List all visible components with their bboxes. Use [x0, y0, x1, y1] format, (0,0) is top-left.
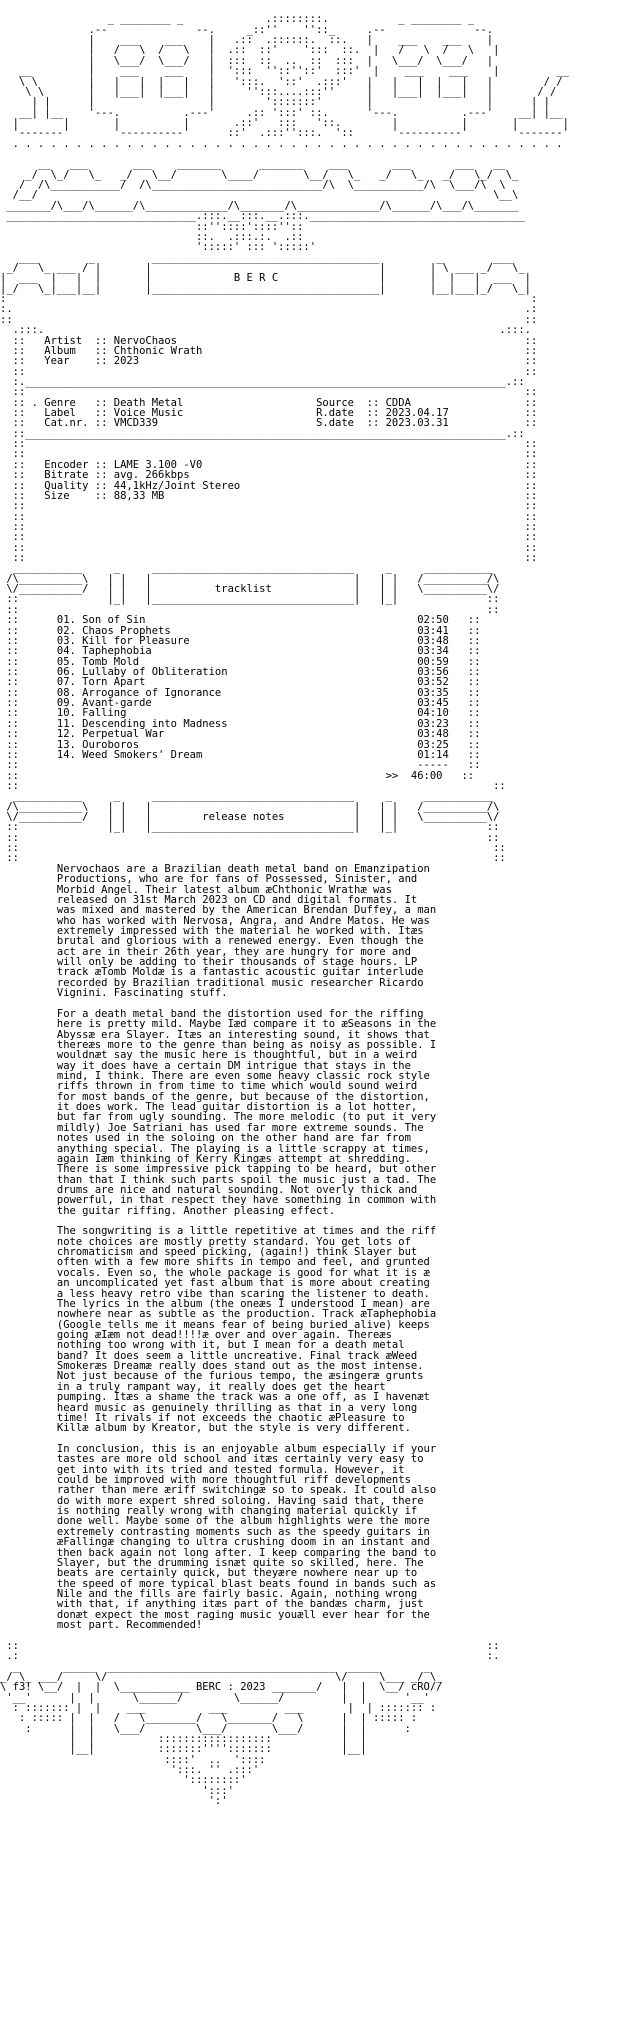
release-notes-text: donæt expect the most raging music youæll ever hear for the — [0, 1608, 430, 1621]
header-art-line: : : — [0, 293, 538, 306]
header-art-line: ':::::' ::: ':::::' — [0, 241, 317, 254]
tracklist-header-line: /\__________\ | | | | | | /__________/\ — [0, 572, 500, 585]
release-notes-text: vocals. Even so, the whole package is good for what it is æ — [0, 1266, 430, 1279]
release-notes-text: wouldnæt say the music here is thoughtful, but in a weird — [0, 1049, 418, 1062]
track-row: :: 09. Avant-garde 03:45 :: — [0, 697, 481, 710]
release-notes-text: will only be adding to their thousands of stage hours. LP — [0, 956, 418, 969]
nfo-line: :: :: — [0, 842, 506, 855]
release-info-line: :.____________________________________________________________________________.:: — [0, 375, 525, 388]
release-notes-text: There is some impressive pick tapping to be heard, but other — [0, 1163, 437, 1176]
release-notes-text: the speed of more typical blast beats found in bands such as — [0, 1577, 437, 1590]
track-row: :: 13. Ouroboros 03:25 :: — [0, 738, 481, 751]
release-info-line: :: Bitrate :: avg. 266kbps :: — [0, 469, 538, 482]
track-row: :: 10. Falling 04:10 :: — [0, 707, 481, 720]
tracklist-header-line: :: :: — [0, 603, 500, 616]
release-notes-header-line: \/__________/ | | | release notes | | | \__________\/ — [0, 811, 500, 824]
release-notes-text: recorded by Brazilian traditional music researcher Ricardo — [0, 976, 424, 989]
release-notes-text: heard music as genuinely thrilling as that in a very long — [0, 1401, 418, 1414]
release-notes-text: Slayer, but the drumming isnæt quite so skilled, here. The — [0, 1556, 424, 1569]
header-art-line: / /\___________/ /\___________________________/\ \___________/\ \___/\ \ — [0, 179, 506, 192]
release-notes-text: Productions, who are for fans of Possessed, Sinister, and — [0, 873, 418, 886]
release-notes-text: is nothing really wrong with changing material quickly if — [0, 1505, 418, 1518]
release-info-line: :: :: — [0, 365, 538, 378]
release-info-line: :: Encoder :: LAME 3.100 -V0 :: — [0, 458, 538, 471]
release-notes-text: the guitar riffing. Another pleasing effect. — [0, 1204, 336, 1217]
footer-art-line: : | | \___/ \___/ \___/ | | : — [0, 1722, 411, 1735]
release-info-line: :: :: — [0, 541, 538, 554]
release-notes-text: powerful, in that respect they have something in common with — [0, 1194, 437, 1207]
release-info-line: :: :: — [0, 510, 538, 523]
tracklist-total: :: >> 46:00 :: — [0, 769, 475, 782]
header-art-line: | | | | .::' ::: '::. | | | | — [0, 116, 569, 129]
release-notes-text: way it does have a certain DM intrigue that stays in the — [0, 1059, 411, 1072]
footer-art-line: | | :::::::::::::::::: | | — [0, 1733, 367, 1746]
release-info-line: :: Year :: 2023 :: — [0, 355, 538, 368]
release-notes-text: than that I think such parts spoil the music just a tad. The — [0, 1173, 437, 1186]
nfo-document — [0, 4, 640, 1807]
track-row: :: 06. Lullaby of Obliteration 03:56 :: — [0, 666, 481, 678]
release-notes-text: do with more expert shred soloing. Having said that, there — [0, 1494, 424, 1507]
header-art-line: ::''::::'::::'':: — [0, 220, 304, 233]
release-info-line: :: :: — [0, 552, 538, 565]
release-notes-text: notes used in the soloing on the other hand are far from — [0, 1132, 411, 1145]
release-notes-text: Not just because of the furious tempo, the æsingeræ grunts — [0, 1370, 424, 1383]
release-info-line: :: Size :: 88,33 MB :: — [0, 489, 538, 502]
release-notes-text: done well. Maybe some of the album highlights were the more — [0, 1515, 430, 1528]
release-notes-text: nothing too wrong with it, but I mean for a death metal — [0, 1339, 405, 1352]
nfo-line: :: :: — [0, 779, 506, 792]
release-notes-text: The lyrics in the album (the oneæs I understood I mean) are — [0, 1297, 430, 1310]
header-art-line: _______/\___/\______/\_____________/\_______/\_____________/\______/\___/\_______ — [0, 199, 519, 212]
footer-art-line: .: :. — [0, 1650, 500, 1663]
footer-art-line: '::::::::' — [0, 1774, 247, 1787]
header-art-line: '-------' '----------' ::' .:::'':::. ':: '----------' '-------' — [0, 127, 569, 140]
release-notes-header-line: /\__________\ | | | | | | /__________/\ — [0, 800, 500, 813]
release-notes-text: could be improved with more thoughtful riff developments — [0, 1474, 411, 1487]
header-art-line: \ \ | |___| |___| | '':::....:::'' | |___| |___| | / / — [0, 85, 557, 98]
header-art-line: __ | ___ ___ | '::: ''::''::' :::' | ___ ___ | __ — [0, 65, 569, 78]
tracklist-header-line: ___________ _ ________________________________ _ ___________ — [0, 562, 494, 575]
track-row: :: 03. Kill for Pleasure 03:48 :: — [0, 634, 481, 647]
track-row: :: 11. Descending into Madness 03:23 :: — [0, 717, 481, 730]
release-info-line: .:::. .:::. — [0, 324, 532, 337]
release-notes-text: time! It rivals if not exceeds the chaotic æPleasure to — [0, 1411, 405, 1424]
release-notes-text: who has worked with Nervosa, Angra, and Andre Matos. He was — [0, 914, 430, 927]
release-notes-text: tastes are more old school and itæs certainly very easy to — [0, 1453, 424, 1466]
release-notes-text: The songwriting is a little repetitive at times and the riff — [0, 1225, 437, 1238]
release-notes-text: Abyssæ era Slayer. Itæs an interesting sound, it shows that — [0, 1028, 430, 1041]
release-notes-text: beats are certainly quick, but theyære nowhere near up to — [0, 1567, 418, 1580]
footer-art-line: |__| :::::::''''::::::: |__| — [0, 1743, 367, 1756]
release-notes-text: again Iæm thinking of Kerry Kingæs attempt at shredding. — [0, 1152, 411, 1165]
release-notes-text: anything special. The playing is a little scrappy at times, — [0, 1142, 430, 1155]
nfo-line: :: :: — [0, 852, 506, 865]
tracklist-header-line: \/__________/ | | | tracklist | | | \__________\/ — [0, 583, 500, 596]
track-row: :: 04. Taphephobia 03:34 :: — [0, 645, 481, 658]
release-notes-text: chromaticism and speed picking, (again!) think Slayer but — [0, 1246, 418, 1259]
release-info-line: :: :: — [0, 438, 538, 451]
footer-art-line: _ _____ ____________________________________ _____ _ — [0, 1660, 430, 1673]
release-notes-text: act are in their 26th year, they are hungry for more and — [0, 945, 411, 958]
footer-art-line: ':::. '' .:::' — [0, 1764, 260, 1777]
tracklist-header-line: :: |_| |________________________________| |_| :: — [0, 593, 500, 606]
header-art-line: . . . . . . . . . . . . . . . . . . . . . . . . . . . . . . . . . . . . . . . . . . . . — [0, 137, 563, 150]
footer-art-line: : ::::: | | / \________/ \_______/ \ | | ::::: : — [0, 1712, 418, 1725]
track-row: :: 05. Tomb Mold 00:59 :: — [0, 655, 481, 668]
footer-art-line: ':::' — [0, 1784, 234, 1797]
header-art-line: _ ________ _ .::::::::. _ ________ _ — [0, 13, 475, 26]
release-info-line: :: :: — [0, 386, 538, 399]
release-notes-text: most part. Recommended! — [0, 1619, 203, 1632]
release-notes-text: for most bands of the genre, but because of the distortion, — [0, 1090, 430, 1103]
header-art-line: | ___ ___ | .:: .::::::. ::. | ___ ___ | — [0, 34, 494, 47]
header-art-line: /__/ \__\ — [0, 189, 519, 202]
release-info-line: :: :: — [0, 448, 538, 461]
release-notes-text: Nile and the fills are fairly basic. Again, nothing wrong — [0, 1587, 418, 1600]
track-row: :: 01. Son of Sin 02:50 :: — [0, 614, 481, 627]
release-notes-text: band? It does seem a little uncreative. Final track æWeed — [0, 1349, 418, 1362]
release-notes-text: then back again not long after. I keep comparing the band to — [0, 1546, 437, 1559]
header-art-line: | | | | ':::::::' | | | | — [0, 96, 550, 109]
track-row: :: 14. Weed Smokers' Dream 01:14 :: — [0, 748, 481, 761]
release-notes-text: in a truly rampant way, it really does get the heart — [0, 1380, 386, 1393]
header-art-line: :. .: — [0, 303, 538, 316]
release-notes-text: (Google tells me it means fear of being buried alive) keeps — [0, 1318, 430, 1331]
release-notes-text: mildly) Joe Satriani has used far more extreme sounds. The — [0, 1121, 424, 1134]
release-notes-text: rather than mere æriff switchingæ so to speak. It could also — [0, 1484, 437, 1497]
release-notes-text: get into with its tried and tested formula. However, it — [0, 1463, 405, 1476]
footer-art-line: \ f3! \__/ | | \___________ BERC : 2023 _______/ | | \__/ cRO// — [0, 1681, 443, 1694]
footer-art-line: : ::::::: | | ___ ___ ___ | | ::::::: : — [0, 1701, 437, 1714]
track-row: :: 07. Torn Apart 03:52 :: — [0, 676, 481, 689]
footer-art-line: :: :: — [0, 1639, 500, 1652]
footer-art-line: '__' | | \______/ \______/ | | '__' — [0, 1691, 430, 1704]
release-notes-text: riffs thrown in from time to time which would sound weird — [0, 1080, 418, 1093]
track-row: :: 08. Arrogance of Ignorance 03:35 :: — [0, 686, 481, 699]
release-notes-text: æFallingæ changing to ultra crushing doom in an instant and — [0, 1536, 430, 1549]
release-notes-header-line: ___________ _ ________________________________ _ ___________ — [0, 790, 494, 803]
release-notes-text: going æIæm not dead!!!!æ over and over again. Thereæs — [0, 1329, 392, 1341]
release-notes-text: thereæs more to the genre than being as noisy as possible. I — [0, 1038, 437, 1051]
track-row: :: 12. Perpetual War 03:48 :: — [0, 728, 481, 741]
release-notes-text: For a death metal band the distortion used for the riffing — [0, 1007, 424, 1020]
release-notes-text: note choices are mostly pretty standard. You get lots of — [0, 1235, 411, 1248]
header-art-line: _/ \_ ___ / | | | | \ ___ _/ \_ — [0, 261, 525, 274]
release-info-line: :: Album :: Chthonic Wrath :: — [0, 344, 538, 357]
release-info-line: :: . Genre :: Death Metal Source :: CDDA :: — [0, 396, 538, 409]
release-notes-text: drums are nice and natural sounding. Not overly thick and — [0, 1183, 418, 1196]
tracklist-separator: :: ----- :: — [0, 759, 481, 772]
header-art-line: | ___ | | | | B E R C | | | | ___ | — [0, 272, 532, 285]
release-notes-text: brutal and glorious with a renewed energy. Even though the — [0, 935, 424, 948]
release-notes-text: extremely contrasting moments such as the speedy guitars in — [0, 1525, 430, 1538]
release-info-line: :: :: — [0, 531, 538, 544]
release-info-line: :: Quality :: 44,1kHz/Joint Stereo :: — [0, 479, 538, 492]
header-art-line: | / \ / \ | .:: ::' '::: ::. | / \ / \ | — [0, 44, 500, 57]
release-notes-text: was mixed and mastered by the American Brendan Duffey, a man — [0, 904, 437, 917]
header-art-line: __ ___ ___ _______ _______ ___ ___ ___ __ — [0, 158, 506, 171]
release-notes-text: nowhere near as subtle as the production. Track æTaphephobia — [0, 1308, 437, 1321]
release-notes-text: often with a few more shifts in tempo and feel, and grunted — [0, 1256, 430, 1269]
release-notes-text: an uncomplicated yet fast album that is more about creating — [0, 1277, 430, 1290]
release-notes-text: Killæ album by Kreator, but the style is very different. — [0, 1422, 411, 1435]
release-notes-text: but far from ugly sounding. The more melodic (to put it very — [0, 1111, 437, 1124]
release-notes-text: mind, I think. There are even some heavy classic rock style — [0, 1070, 430, 1083]
release-info-line: :: :: — [0, 500, 538, 513]
release-notes-text: a less heavy retro vibe than scaring the listener to death. — [0, 1287, 430, 1300]
release-notes-text: here is pretty mild. Maybe Iæd compare it to æSeasons in the — [0, 1018, 437, 1031]
header-art-line: _/ \_/ \_ _/ \__/ \____/ \__/ \_ _/ \_ _/ \_/ \_ — [0, 168, 519, 181]
header-art-line: | \___/ \___/ | ::: :: .. :: ::: | \___/ \___/ | — [0, 54, 494, 67]
release-notes-text: In conclusion, this is an enjoyable album especially if your — [0, 1442, 437, 1455]
header-art-line: \ \ | | | | | | ':::. '::' .:::' | | | | | | / / — [0, 75, 563, 88]
release-notes-text: extremely impressed with the material he worked with. Itæs — [0, 924, 424, 937]
release-notes-text: it does work. The lead guitar distortion is a lot hotter, — [0, 1101, 418, 1114]
footer-art-line: _/ \_ ___/ \/ \/ \___ _/ \_ — [0, 1670, 443, 1683]
release-notes-text: Smokeræs Dreamæ really does stand out as the most intense. — [0, 1360, 424, 1373]
header-art-line: ______________________________.:::.__:::.__.:::.__________________________________ — [0, 210, 525, 223]
release-info-line: :: Cat.nr. :: VMCD339 S.date :: 2023.03.31 :: — [0, 417, 538, 430]
release-notes-header-line: :: :: — [0, 831, 500, 844]
header-art-line: ::. .:::.:. .:: — [0, 230, 304, 243]
release-info-line: :: Label :: Voice Music R.date :: 2023.04.17 :: — [0, 407, 538, 420]
release-info-line: ::____________________________________________________________________________.:: — [0, 427, 525, 440]
header-art-line: .-- --. _::'' ''::_ .-- --. — [0, 23, 494, 36]
release-notes-text: pumping. Itæs a shame the track was a one off, as I havenæt — [0, 1391, 430, 1404]
release-notes-text: Nervochaos are a Brazilian death metal band on Emanzipation — [0, 862, 430, 875]
footer-art-line: ::::' .. ':::: — [0, 1753, 266, 1766]
track-row: :: 02. Chaos Prophets 03:41 :: — [0, 624, 481, 637]
release-notes-text: Morbid Angel. Their latest album æChthonic Wrathæ was — [0, 883, 392, 896]
header-art-line: __| |__ '---. .---' .:: ':::' ::. '---. .---' __| |__ — [0, 106, 563, 119]
release-notes-text: track æTomb Moldæ is a fantastic acoustic guitar interlude — [0, 966, 424, 979]
release-notes-text: released on 31st March 2023 on CD and digital formats. It — [0, 893, 418, 906]
release-notes-header-line: :: |_| |________________________________| |_| :: — [0, 821, 500, 834]
header-art-line: ___ _ ____________________________________ _ ___ — [0, 251, 513, 264]
release-info-line: :: :: — [0, 520, 538, 533]
header-art-line: :: :: — [0, 313, 538, 326]
release-info-line: :: Artist :: NervoChaos :: — [0, 334, 538, 347]
footer-art-line: ':' — [0, 1795, 228, 1808]
release-notes-text: with that, if anything itæs part of the bandæs charm, just — [0, 1598, 424, 1611]
release-notes-text: Vignini. Fascinating stuff. — [0, 987, 228, 1000]
header-art-line: |_/ \_|___|__| |____________________________________| |__|___|_/ \_| — [0, 282, 532, 295]
